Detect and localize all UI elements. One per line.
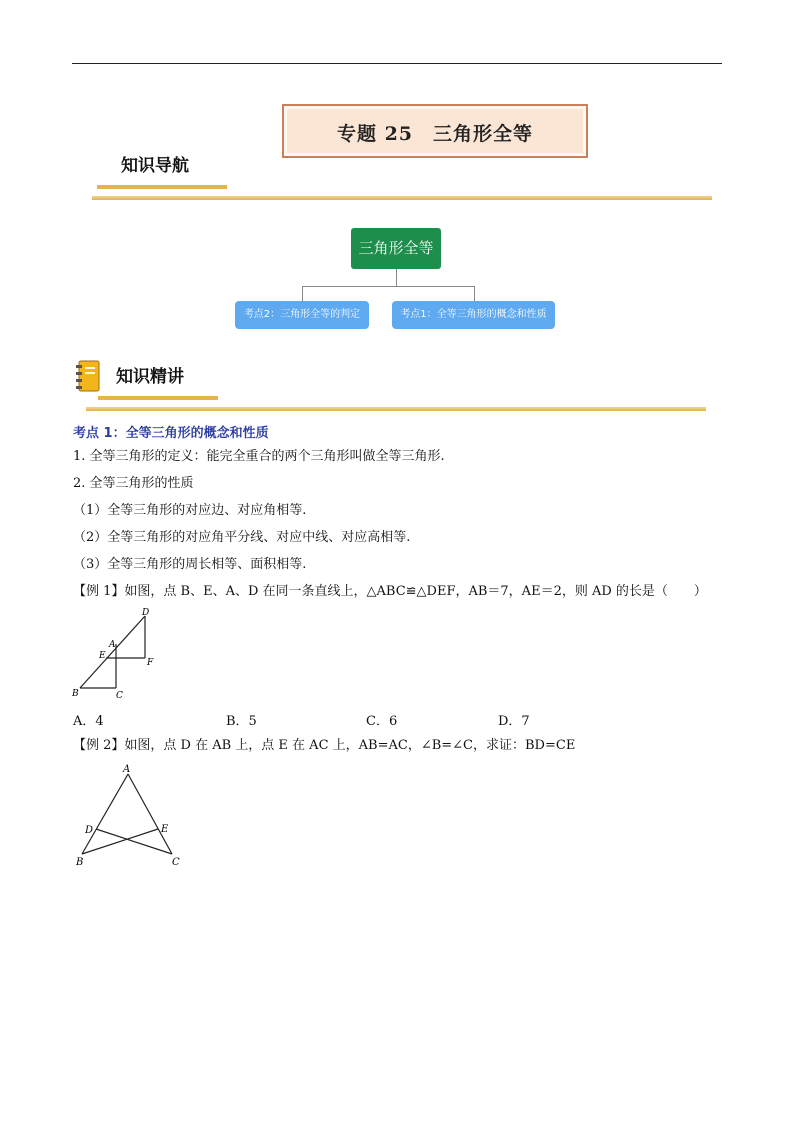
- example1-question: [73, 583, 707, 601]
- mindmap-connector: [396, 269, 397, 286]
- option-b: B．5: [226, 714, 257, 729]
- header-rule: [72, 63, 722, 64]
- label-a: A: [109, 640, 116, 650]
- property-item: （2）全等三角形的对应角平分线、对应中线、对应高相等.: [73, 530, 411, 545]
- mindmap-node-kaodian2: 考点2：三角形全等的判定: [235, 301, 369, 329]
- example2-label: 【例 2】: [73, 738, 125, 753]
- label-e: E: [99, 651, 106, 661]
- mindmap-connector: [474, 286, 475, 301]
- label-c: C: [172, 857, 180, 868]
- property-item: （3）全等三角形的周长相等、面积相等.: [73, 557, 307, 572]
- example2-text: 如图，点 D 在 AB 上，点 E 在 AC 上，AB=AC，∠B=∠C，求证：BD=CE: [124, 738, 576, 753]
- label-a: A: [123, 764, 131, 775]
- example2-figure: [72, 762, 184, 870]
- example1-figure: [70, 606, 160, 702]
- knowledge-section-title: 知识精讲: [116, 367, 184, 387]
- kaodian1-heading: 考点 1：全等三角形的概念和性质: [73, 426, 269, 441]
- nav-underline-accent: [97, 185, 227, 189]
- nav-section-title: 知识导航: [121, 156, 189, 176]
- knowledge-divider: [86, 407, 706, 411]
- option-c: C．6: [366, 714, 398, 729]
- example2-question: [73, 737, 575, 755]
- title-box: [282, 104, 588, 158]
- page-title: 专题 25 三角形全等: [336, 123, 534, 145]
- option-a: A．4: [73, 714, 104, 729]
- label-e: E: [161, 824, 169, 835]
- example1-label: 【例 1】: [73, 584, 125, 599]
- label-d: D: [85, 825, 94, 836]
- example1-text: 如图，点 B、E、A、D 在同一条直线上，△ABC≌△DEF，AB＝7，AE＝2，则 AD 的长是（ ）: [124, 584, 707, 599]
- nav-divider: [92, 196, 712, 200]
- property-heading: 2. 全等三角形的性质: [73, 476, 194, 491]
- knowledge-underline-accent: [98, 396, 218, 400]
- label-b: B: [72, 689, 79, 699]
- label-b: B: [76, 857, 84, 868]
- label-c: C: [116, 691, 123, 701]
- mindmap-node-kaodian1: 考点1：全等三角形的概念和性质: [392, 301, 555, 329]
- mindmap-connector: [302, 286, 303, 301]
- mindmap-root-node: 三角形全等: [351, 228, 441, 269]
- property-item: （1）全等三角形的对应边、对应角相等.: [73, 503, 307, 518]
- option-d: D．7: [498, 714, 530, 729]
- definition-line: 1. 全等三角形的定义：能完全重合的两个三角形叫做全等三角形.: [73, 449, 445, 464]
- label-d: D: [142, 608, 150, 618]
- label-f: F: [147, 658, 154, 668]
- mindmap-connector: [302, 286, 474, 287]
- notebook-icon: [76, 360, 100, 392]
